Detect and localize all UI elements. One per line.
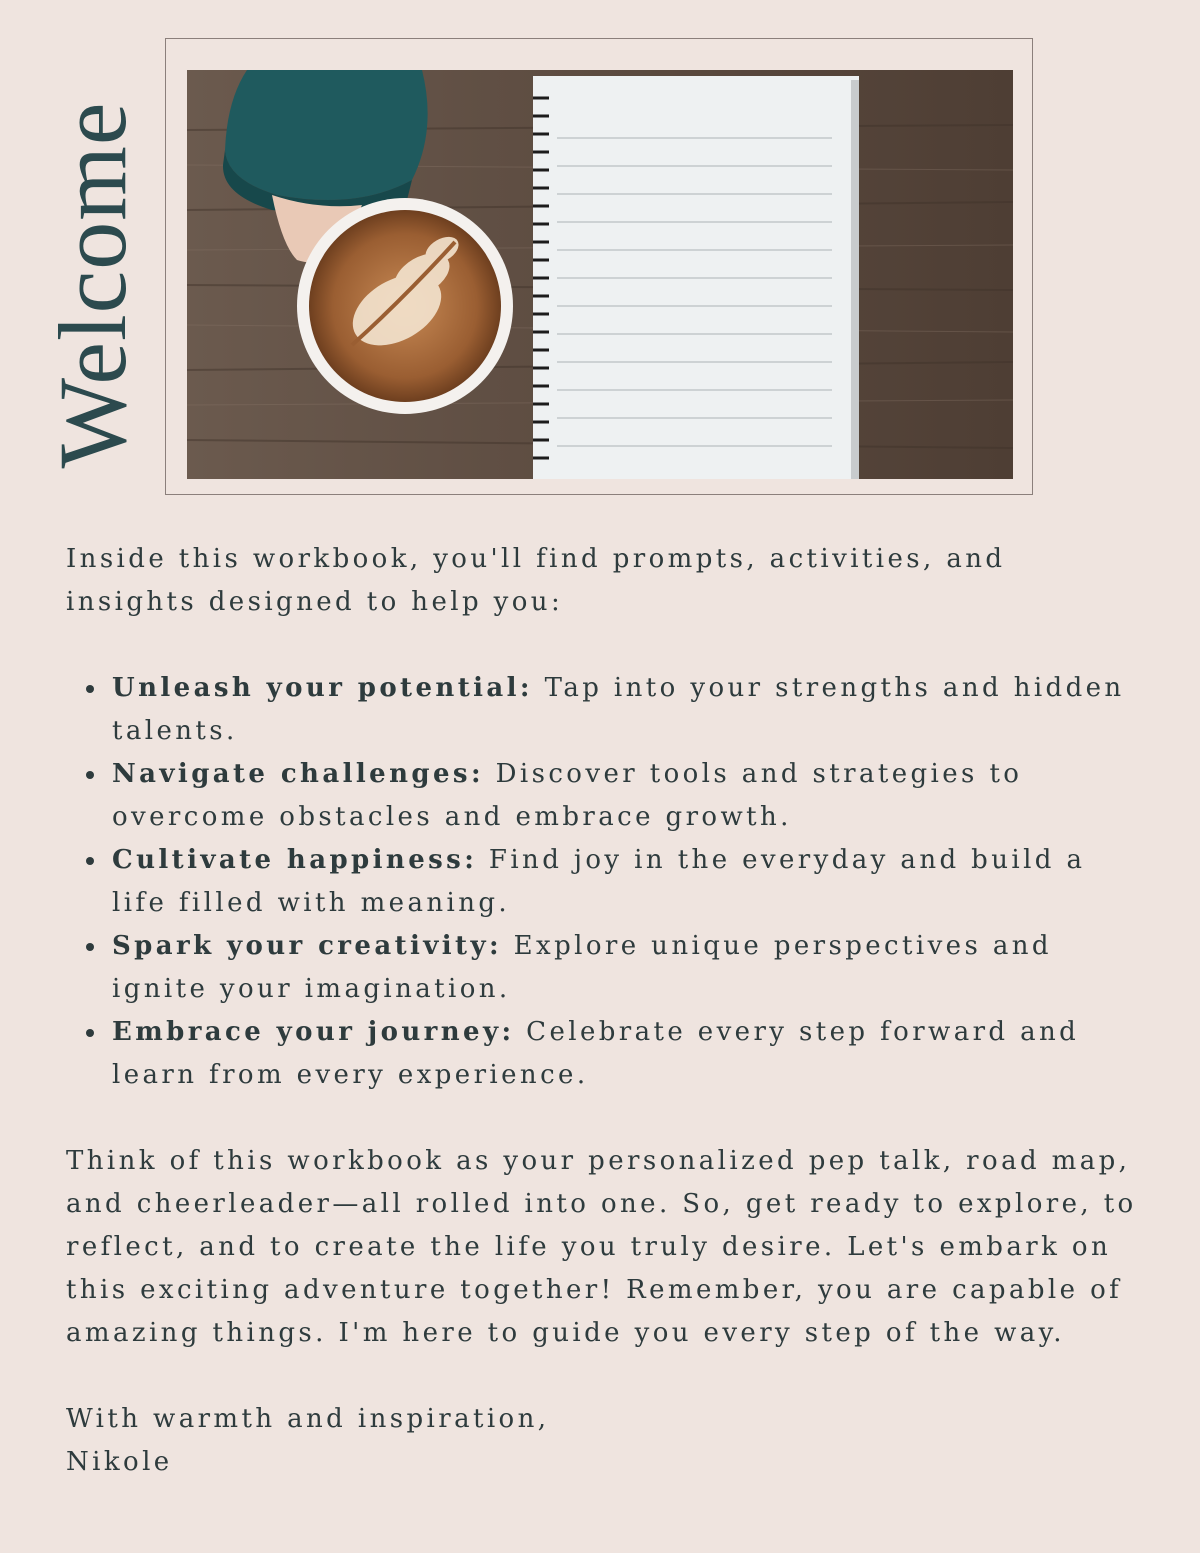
coffee-and-notebook-photo (187, 70, 1013, 479)
content (66, 538, 1146, 1484)
list-item: Spark your creativity: Explore unique perspectives and ignite your imagination. (112, 925, 1146, 1011)
welcome-title: Welcome (39, 101, 146, 469)
closing-paragraph: Think of this workbook as your personalized pep talk, road map, and cheerleader—all rolled into one. So, get ready to explore, to reflect, and to create the life you truly desire. Let's embark on this exciting adventure together! Remember, you are capable of amazing things. I'm here to guide you every step of the way. (66, 1146, 1137, 1348)
intro-paragraph: Inside this workbook, you'll find prompts, activities, and insights designed to help you: (66, 544, 1006, 617)
list-item: Cultivate happiness: Find joy in the everyday and build a life filled with meaning. (112, 839, 1146, 925)
signature: Nikole (66, 1447, 173, 1477)
photo-frame (165, 38, 1033, 495)
list-item: Unleash your potential: Tap into your strengths and hidden talents. (112, 667, 1146, 753)
list-item: Embrace your journey: Celebrate every step forward and learn from every experience. (112, 1011, 1146, 1097)
benefits-list (66, 667, 1146, 1097)
welcome-heading (39, 70, 146, 500)
signoff: With warmth and inspiration, (66, 1404, 550, 1434)
list-item: Navigate challenges: Discover tools and strategies to overcome obstacles and embrace growth. (112, 753, 1146, 839)
